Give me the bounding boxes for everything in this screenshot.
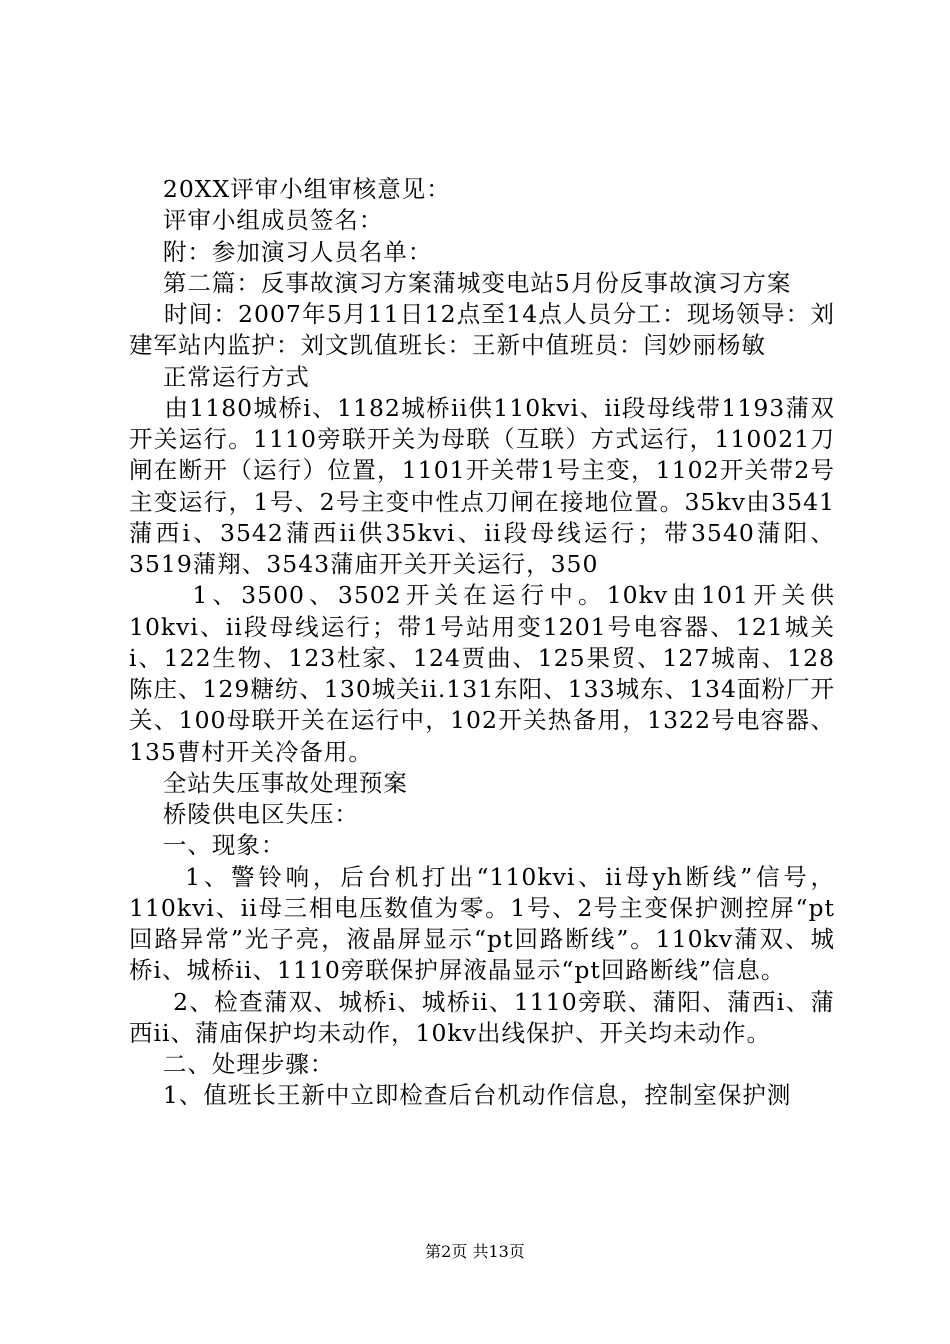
heading-steps: 二、处理步骤： — [129, 1050, 335, 1078]
paragraph-phenomenon-2: 2、检查蒲双、城桥i、城桥ii、1110旁联、蒲阳、蒲西i、蒲西ii、蒲庙保护均未动作，10kv出线保护、开关均未动作。 — [129, 987, 835, 1047]
paragraph-participant-list: 附：参加演习人员名单： — [129, 237, 433, 266]
paragraph-member-signature: 评审小组成员签名： — [129, 206, 384, 235]
heading-normal-operation: 正常运行方式 — [129, 362, 310, 391]
paragraph-step-1: 1、值班长王新中立即检查后台机动作信息，控制室保护测 — [129, 1081, 792, 1110]
heading-area-loss: 桥陵供电区失压： — [129, 800, 359, 828]
document-body — [129, 174, 835, 1112]
paragraph-time-staff: 时间：2007年5月11日12点至14点人员分工：现场领导：刘建军站内监护：刘文凯值班长：王新中值班员：闫妙丽杨敏 — [129, 300, 836, 360]
heading-phenomena: 一、现象： — [129, 831, 286, 860]
heading-plan: 全站失压事故处理预案 — [129, 768, 408, 797]
paragraph-operation-10kv: 1、3500、3502开关在运行中。10kv由101开关供10kvi、ii段母线运行；带1号站用变1201号电容器、121城关i、122生物、123杜家、124贾曲、125果贸、127城南、128陈庄、129糖纺、130城关ii.131东阳、133城东、134面粉厂开关、100母联开关在运行中，102开关热备用，1322号电容器、135曹村开关冷备用。 — [129, 581, 835, 766]
paragraph-review-opinion: 20XX评审小组审核意见： — [129, 175, 451, 203]
paragraph-operation-110kv-35kv: 由1180城桥i、1182城桥ii供110kvi、ii段母线带1193蒲双开关运行。1110旁联开关为母联（互联）方式运行，110021刀闸在断开（运行）位置，1101开关带1号主变，1102开关带2号主变运行，1号、2号主变中性点刀闸在接地位置。35kv由3541蒲西i、3542蒲西ii供35kvi、ii段母线运行；带3540蒲阳、3519蒲翔、3543蒲庙开关开关运行，350 — [129, 393, 835, 578]
paragraph-phenomenon-1: 1、警铃响，后台机打出“110kvi、ii母yh断线”信号，110kvi、ii母三相电压数值为零。1号、2号主变保护测控屏“pt回路异常”光子亮，液晶屏显示“pt回路断线”。110kv蒲双、城桥i、城桥ii、1110旁联保护屏液晶显示“pt回路断线”信息。 — [129, 862, 835, 985]
section-title: 第二篇：反事故演习方案蒲城变电站5月份反事故演习方案 — [129, 268, 792, 297]
page-footer: 第2页 共13页 — [425, 1242, 525, 1261]
